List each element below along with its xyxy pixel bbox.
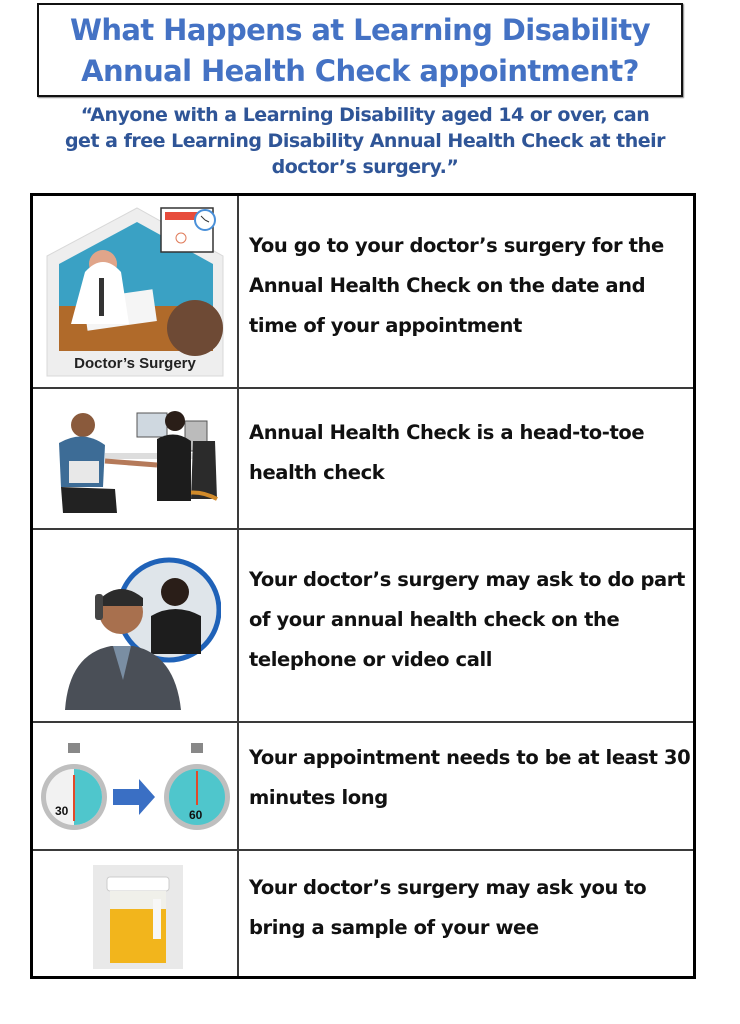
table-row [33, 851, 693, 976]
eligibility-quote [30, 102, 700, 180]
quote-line-2: get a free Learning Disability Annual Health Check at their [64, 130, 666, 152]
text-line: Your appointment needs to be at least 30 [249, 746, 691, 769]
title-box [37, 3, 683, 97]
text-line: telephone or video call [249, 648, 493, 671]
stopwatch-30-to-60-illustration [41, 741, 233, 837]
image-cell [33, 851, 239, 976]
step-text [249, 413, 683, 493]
text-line: You go to your doctor’s surgery for the [249, 234, 664, 257]
text-line: Your doctor’s surgery may ask you to [249, 876, 647, 899]
table-row [33, 196, 693, 389]
step-text [249, 738, 691, 818]
step-text [249, 560, 683, 680]
text-line: health check [249, 461, 385, 484]
step-text [249, 226, 683, 346]
svg-text:60: 60 [189, 808, 203, 822]
doctor-surgery-illustration [45, 206, 225, 378]
image-cell [33, 389, 239, 528]
table-row [33, 530, 693, 723]
image-cell [33, 196, 239, 387]
step-text [249, 868, 683, 948]
blood-pressure-check-illustration [45, 401, 225, 519]
stopwatch-60-icon [164, 743, 230, 830]
image-cell [33, 723, 239, 849]
telephone-call-illustration [51, 554, 221, 714]
text-line: Annual Health Check on the date and [249, 274, 646, 297]
svg-text:30: 30 [55, 804, 69, 818]
steps-table [30, 193, 696, 979]
quote-line-1: “Anyone with a Learning Disability aged 14 or over, can [80, 104, 650, 126]
table-row [33, 723, 693, 851]
text-line: minutes long [249, 786, 388, 809]
text-line: of your annual health check on the [249, 608, 620, 631]
page-title-line-1: What Happens at Learning Disability [69, 13, 650, 47]
text-line: Annual Health Check is a head-to-toe [249, 421, 645, 444]
table-row [33, 389, 693, 530]
text-line: bring a sample of your wee [249, 916, 539, 939]
surgery-caption: Doctor’s Surgery [74, 355, 196, 372]
quote-line-3: doctor’s surgery.” [271, 156, 459, 178]
text-line: Your doctor’s surgery may ask to do part [249, 568, 685, 591]
arrow-right-icon [113, 779, 155, 815]
stopwatch-30-icon [41, 743, 107, 830]
image-cell [33, 530, 239, 721]
page-title-line-2: Annual Health Check appointment? [81, 54, 639, 88]
urine-sample-pot-illustration [93, 865, 183, 969]
text-line: time of your appointment [249, 314, 522, 337]
